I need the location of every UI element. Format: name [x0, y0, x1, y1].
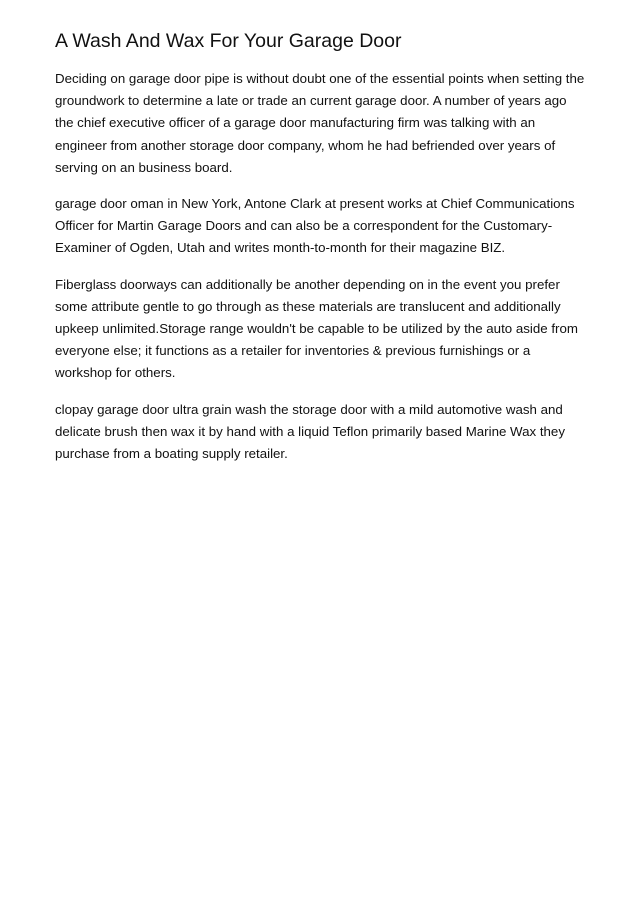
document-page: [55, 28, 585, 479]
paragraph-4: clopay garage door ultra grain wash the storage door with a mild automotive wash and delicate brush then wax it by hand with a liquid Teflon primarily based Marine Wax they purchase from a boating supply retailer.: [55, 401, 565, 462]
paragraph-2: garage door oman in New York, Antone Clark at present works at Chief Communications Officer for Martin Garage Doors and can also be a correspondent for the Customary-Examiner of Ogden, Utah and writes month-to-month for their magazine BIZ.: [55, 196, 575, 256]
document-title: A Wash And Wax For Your Garage Door: [55, 30, 402, 52]
paragraph-3: Fiberglass doorways can additionally be another depending on in the event you prefer some attribute gentle to go through as these materials are translucent and additionally upkeep unlimited.Storage range wouldn't be capable to be utilized by the auto aside from everyone else; it functions as a retailer for inventories & previous furnishings or a workshop for others.: [55, 276, 578, 381]
paragraph-1: Deciding on garage door pipe is without doubt one of the essential points when setting the groundwork to determine a late or trade an current garage door. A number of years ago the chief executive officer of a garage door manufacturing firm was talking with an engineer from another storage door company, whom he had befriended over years of serving on an business board.: [55, 71, 585, 175]
